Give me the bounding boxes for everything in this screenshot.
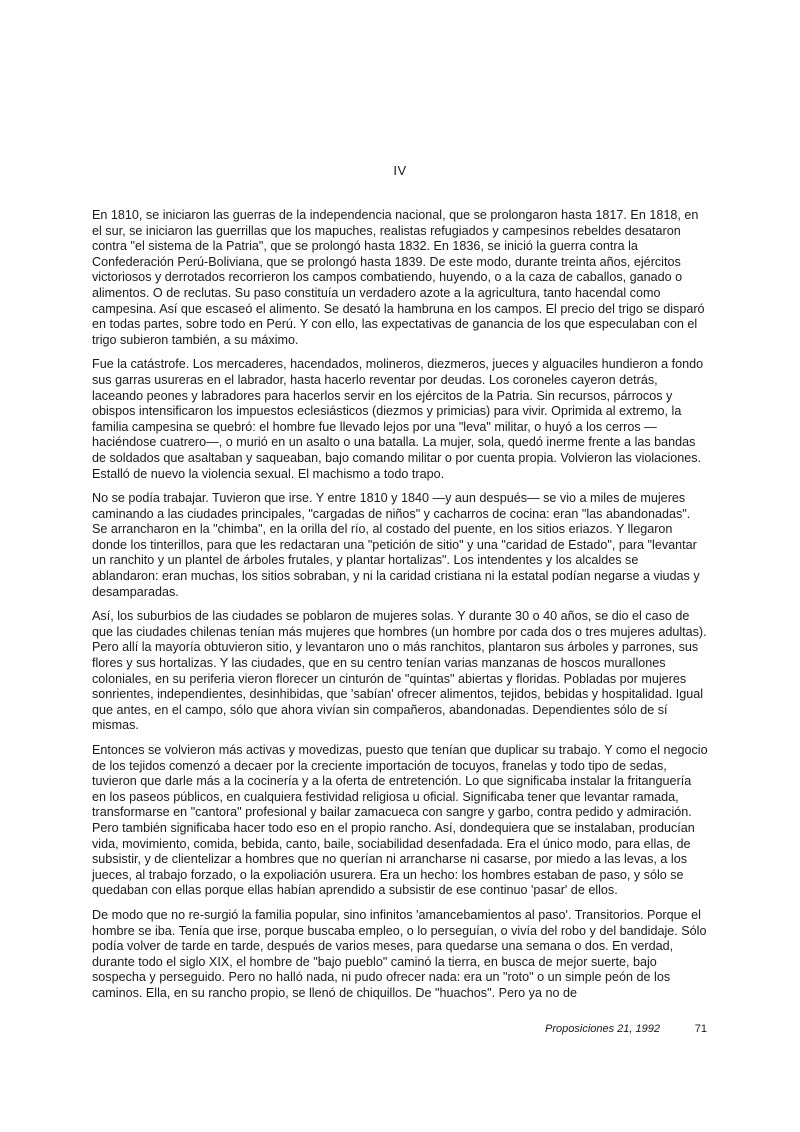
paragraph: En 1810, se iniciaron las guerras de la independencia nacional, que se prolongaron hasta 1817. En 1818, en el sur, se iniciaron las guerrillas que los mapuches, realistas refugiados y campesinos rebeldes desataron contra "el sistema de la Patria", que se prolongó hasta 1832. En 1836, se inició la guerra contra la Confederación Perú-Boliviana, que se prolongó hasta 1839. De este modo, durante treinta años, ejércitos victoriosos y derrotados recorrieron los campos combatiendo, huyendo, o a la caza de caballos, ganado o alimentos. O de reclutas. Su paso constituía un verdadero azote a la agricultura, tanto hacendal como campesina. Así que escaseó el alimento. Se desató la hambruna en los campos. El precio del trigo se disparó en todas partes, sobre todo en Perú. Y con ello, las expectativas de ganancia de los que especulaban con el trigo subieron también, a su máximo. <box>92 208 705 347</box>
paragraph: Así, los suburbios de las ciudades se poblaron de mujeres solas. Y durante 30 o 40 años, se dio el caso de que las ciudades chilenas tenían más mujeres que hombres (un hombre por cada dos o tres mujeres adultas). Pero allí la mayoría obtuvieron sitio, y levantaron uno o más ranchitos, plantaron sus árboles y parrones, sus flores y sus hortalizas. Y las ciudades, que en su centro tenían varias manzanas de hoscos murallones coloniales, en su periferia vieron florecer un cinturón de "quintas" abiertas y floridas. Pobladas por mujeres sonrientes, independientes, desinhibidas, que 'sabían' ofrecer alimentos, tejidos, bebidas y hospitalidad. Igual que antes, en el campo, sólo que ahora vivían sin compañeros, abandonadas. Dependientes sólo de sí mismas. <box>92 609 707 733</box>
paragraph: Fue la catástrofe. Los mercaderes, hacendados, molineros, diezmeros, jueces y alguaciles hundieron a fondo sus garras usureras en el labrador, hasta hacerlo reventar por deudas. Los coroneles cayeron detrás, laceando peones y labradores para hacerlos servir en los ejércitos de la Patria. Sin recursos, párrocos y obispos intensificaron los impuestos eclesiásticos (diezmos y primicias) para vivir. Oprimida al extremo, la familia campesina se quebró: el hombre fue llevado lejos por una "leva" militar, o huyó a los cerros —haciéndose cuatrero—, o murió en un asalto o una batalla. La mujer, sola, quedó inerme frente a las bandas de soldados que asaltaban y saqueaban, bajo comando militar o por cuenta propia. Volvieron las violaciones. Estalló de nuevo la violencia sexual. El machismo a todo trapo. <box>92 357 704 481</box>
page-number: 71 <box>694 1023 707 1035</box>
body-text <box>92 208 708 1011</box>
journal-citation: Proposiciones 21, 1992 <box>545 1023 660 1035</box>
section-heading: IV <box>393 163 407 178</box>
paragraph: De modo que no re-surgió la familia popular, sino infinitos 'amancebamientos al paso'. Transitorios. Porque el hombre se iba. Tenía que irse, porque buscaba empleo, o lo perseguían, o vivía del robo y del bandidaje. Sólo podía volver de tarde en tarde, después de varios meses, para quedarse una semana o dos. En verdad, durante todo el siglo XIX, el hombre de "bajo pueblo" caminó la tierra, en busca de mejor suerte, bajo sospecha y perseguido. Pero no halló nada, ni pudo ofrecer nada: era un "roto" o un simple peón de los caminos. Ella, en su rancho propio, se llenó de chiquillos. De "huachos". Pero ya no de <box>92 907 707 1000</box>
paragraph: No se podía trabajar. Tuvieron que irse. Y entre 1810 y 1840 —y aun después— se vio a miles de mujeres caminando a las ciudades principales, "cargadas de niños" y cacharros de cocina: eran "las abandonadas". Se arrancharon en la "chimba", en la orilla del río, al costado del puente, en los sitios eriazos. Y llegaron donde los tinterillos, para que les redactaran una "petición de sitio" y una "caridad de Estado", para "levantar un ranchito y un plantel de árboles frutales, y plantar hortalizas". Los intendentes y los alcaldes se ablandaron: eran muchas, los sitios sobraban, y ni la caridad cristiana ni la estatal podían negarse a viudas y desamparadas. <box>92 491 700 599</box>
paragraph: Entonces se volvieron más activas y movedizas, puesto que tenían que duplicar su trabajo. Y como el negocio de los tejidos comenzó a decaer por la creciente importación de tocuyos, franelas y todo tipo de sedas, tuvieron que darle más a la cocinería y a la oferta de entretención. Lo que significaba instalar la fritanguería en los paseos públicos, en cualquiera festividad religiosa u oficial. Significaba tener que levantar ramada, transformarse en "cantora" profesional y bailar zamacueca con sangre y garbo, contra pedido y admiración. Pero también significaba hacer todo eso en el propio rancho. Así, dondequiera que se instalaban, producían vida, movimiento, comida, bebida, canto, baile, sociabilidad desenfadada. Era el único modo, para ellas, de subsistir, y de clientelizar a hombres que no querían ni arrancharse ni casarse, por miedo a las levas, a los jueces, al trabajo forzado, o la expoliación usurera. Era un hecho: los hombres estaban de paso, y sólo se quedaban con ellas porque ellas habían aprendido a subsistir de ese continuo 'pasar' de ellos. <box>92 743 708 898</box>
